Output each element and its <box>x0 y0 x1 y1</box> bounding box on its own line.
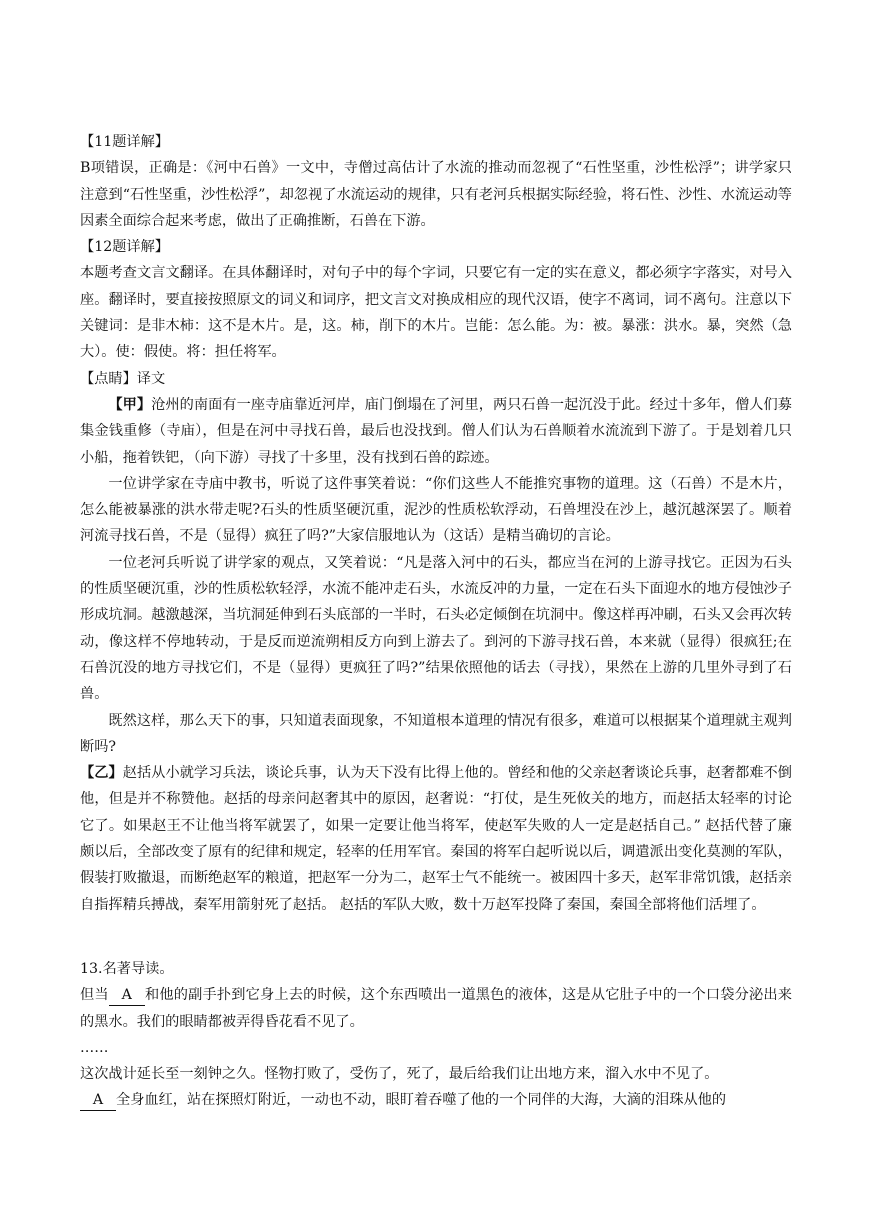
dianjing-heading: 【点睛】译文 <box>80 370 166 387</box>
q12-body: 本题考查文言文翻译。在具体翻译时，对句子中的每个字词，只要它有一定的实在意义，都必须字字落实，对号入座。翻译时，要直接按照原文的词义和词序，把文言文对换成相应的现代汉语，使字不离词，词不离句。注意以下关键词：是非木柿：这不是木片。是，这。柿，削下的木片。岂能：怎么能。为：被。暴涨：洪水。暴，突然（急大）。使：假使。将：担任将军。 <box>80 265 792 361</box>
jia-paragraph-4: 既然这样，那么天下的事，只知道表面现象，不知道根本道理的情况有很多，难道可以根据某个道理就主观判断吗? <box>80 712 792 755</box>
jia-paragraph-3: 一位老河兵听说了讲学家的观点，又笑着说：“凡是落入河中的石头，都应当在河的上游寻找它。正因为石头的性质坚硬沉重，沙的性质松软轻浮，水流不能冲走石头，水流反冲的力量，一定在石头下面迎水的地方侵蚀沙子形成坑洞。越激越深，当坑洞延伸到石头底部的一半时，石头必定倾倒在坑洞中。像这样再冲刷，石头又会再次转动，像这样不停地转动，于是反而逆流朔相反方向到上游去了。到河的下游寻找石兽，本来就（显得）很疯狂;在石兽沉没的地方寻找它们，不是（显得）更疯狂了吗?”结果依照他的话去（寻找），果然在上游的几里外寻到了石兽。 <box>80 554 792 703</box>
q13-heading: 13.名著导读。 <box>80 961 174 977</box>
yi-paragraph-text: 赵括从小就学习兵法，谈论兵事，认为天下没有比得上他的。曾经和他的父亲赵奢谈论兵事，赵奢都难不倒他，但是并不称赞他。赵括的母亲问赵奢其中的原因，赵奢说：“打仗，是生死攸关的地方，而赵括太轻率的讨论它了。如果赵王不让他当将军就罢了，如果一定要让他当将军，使赵军失败的人一定是赵括自己。” 赵括代替了廉颇以后，全部改变了原有的纪律和规定，轻率的任用军官。秦国的将军白起听说以后，调遣派出变化莫测的军队，假装打败撤退，而断绝赵军的粮道，把赵军一分为二，赵军士气不能统一。被困四十多天，赵军非常饥饿，赵括亲自指挥精兵搏战，秦军用箭射死了赵括。 赵括的军队大败，数十万赵军投降了秦国，秦国全部将他们活埋了。 <box>80 765 792 913</box>
q13-line-1 <box>80 982 792 1035</box>
jia-paragraph-2: 一位讲学家在寺庙中教书，听说了这件事笑着说：“你们这些人不能推究事物的道理。这（石兽）不是木片，怎么能被暴涨的洪水带走呢?石头的性质坚硬沉重，泥沙的性质松软浮动，石兽埋没在沙上，越沉越深罢了。顺着河流寻找石兽，不是（显得）疯狂了吗?”大家信服地认为（这话）是精当确切的言论。 <box>80 475 792 545</box>
q12-heading: 【12题详解】 <box>80 239 169 256</box>
jia-paragraph-1 <box>80 392 792 471</box>
q11-heading: 【11题详解】 <box>80 134 169 150</box>
q11-section <box>80 129 792 918</box>
jia-paragraph-1-text: 沧州的南面有一座寺庙靠近河岸，庙门倒塌在了河里，两只石兽一起沉没于此。经过十多年，僧人们募集金钱重修（寺庙），但是在河中寻找石兽，最后也没找到。僧人们认为石兽顺着水流流到下游了。于是划着几只小船，拖着铁钯，（向下游）寻找了十多里，没有找到石兽的踪迹。 <box>80 396 792 466</box>
answer-blank-a-2: A <box>80 1090 116 1111</box>
yi-label: 【乙】 <box>80 765 123 782</box>
q11-body: B项错误，正确是：《河中石兽》一文中，寺僧过高估计了水流的推动而忽视了“石性坚重，沙性松浮”；讲学家只注意到“石性坚重，沙性松浮”，却忽视了水流运动的规律，只有老河兵根据实际经验，将石性、沙性、水流运动等因素全面综合起来考虑，做出了正确推断，石兽在下游。 <box>80 160 792 229</box>
q13-line-2: 这次战计延长至一刻钟之久。怪物打败了，受伤了，死了，最后给我们让出地方来，溜入水中不见了。 <box>80 1066 719 1083</box>
q13-line-3-post: 全身血红，站在探照灯附近，一动也不动，眼盯着吞噬了他的一个同伴的大海，大滴的泪珠从他的 <box>116 1092 727 1109</box>
q13-line-3 <box>80 1087 792 1113</box>
q13-ellipsis: …… <box>80 1039 109 1056</box>
q13-line-1-pre: 但当 <box>80 987 109 1004</box>
q13-section <box>80 956 792 1114</box>
yi-paragraph <box>80 760 792 918</box>
jia-label: 【甲】 <box>108 396 152 413</box>
answer-blank-a: A <box>109 985 145 1006</box>
q13-line-1-post: 和他的副手扑到它身上去的时候，这个东西喷出一道黑色的液体，这是从它肚子中的一个口袋分泌出来的黑水。我们的眼睛都被弄得昏花看不见了。 <box>80 987 792 1030</box>
